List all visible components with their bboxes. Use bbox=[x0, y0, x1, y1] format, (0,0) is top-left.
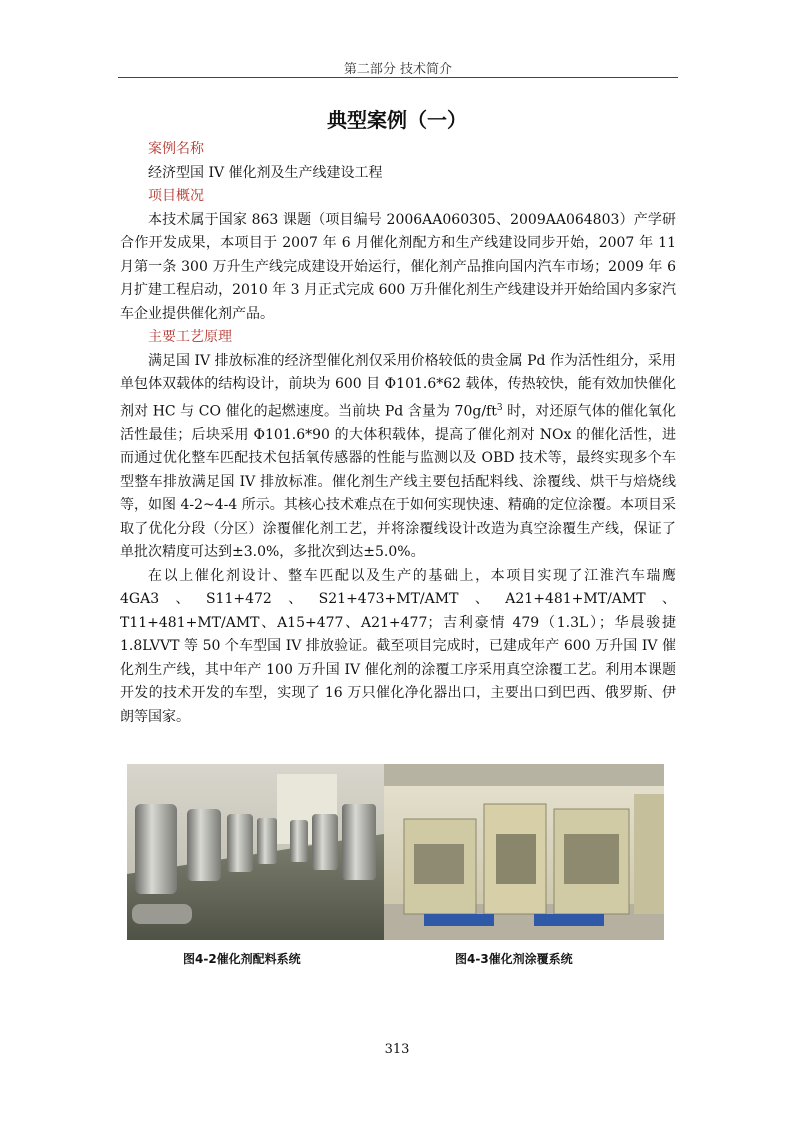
process-paragraph-1-part-a: 满足国 IV 排放标准的经济型催化剂仅采用价格较低的贵金属 Pd 作为活性组分，采用单包体双载体的结构设计，前块为 600 目 Φ101.6*62 载体，传热较快，能有效加快催化剂对 HC 与 CO 催化的起燃速度。当前块 Pd 含量为 70g/ft bbox=[120, 352, 676, 420]
figure-caption-4-2: 图4-2催化剂配料系统 bbox=[183, 952, 301, 966]
figure-caption-4-3: 图4-3催化剂涂覆系统 bbox=[455, 952, 573, 966]
header-rule bbox=[118, 77, 678, 78]
process-heading: 主要工艺原理 bbox=[148, 329, 232, 345]
coating-system-photo bbox=[384, 764, 664, 940]
case-name-value: 经济型国 IV 催化剂及生产线建设工程 bbox=[148, 164, 383, 181]
batching-system-photo bbox=[127, 764, 384, 940]
process-paragraph-1-part-b: 时，对还原气体的催化氧化活性最佳；后块采用 Φ101.6*90 的大体积载体，提高了催化剂对 NOx 的催化活性，进而通过优化整车匹配技术包括氧传感器的性能与监测以及 OBD 技术等，最终实现多个车型整车排放满足国 IV 排放标准。催化剂生产线主要包括配料线、涂覆线、烘干与焙烧线等，如图 4-2~4-4 所示。其核心技术难点在于如何实现快速、精确的定位涂覆。本项目采取了优化分段（分区）涂覆催化剂工艺，并将涂覆线设计改造为真空涂覆生产线，保证了单批次精度可达到±3.0%，多批次到达±5.0%。 bbox=[120, 403, 676, 561]
page-title: 典型案例（一） bbox=[327, 108, 467, 132]
overview-paragraph: 本技术属于国家 863 课题（项目编号 2006AA060305、2009AA064803）产学研合作开发成果，本项目于 2007 年 6 月催化剂配方和生产线建设同步开始，2007 年 11 月第一条 300 万升生产线完成建设开始运行，催化剂产品推向国内汽车市场；2009 年 6 月扩建工程启动，2010 年 3 月正式完成 600 万升催化剂生产线建设并开始给国内多家汽车企业提供催化剂产品。 bbox=[120, 211, 676, 322]
main-content bbox=[120, 138, 676, 729]
case-name-heading: 案例名称 bbox=[148, 141, 204, 157]
process-paragraph-1 bbox=[120, 350, 676, 565]
overview-heading: 项目概况 bbox=[148, 188, 204, 204]
superscript-3: 3 bbox=[496, 402, 503, 413]
process-paragraph-2: 在以上催化剂设计、整车匹配以及生产的基础上，本项目实现了江淮汽车瑞鹰 4GA3、S11+472、S21+473+MT/AMT、A21+481+MT/AMT、T11+481+MT/AMT、A15+477、A21+477；吉利豪情 479（1.3L）；华晨骏捷 1.8LVVT 等 50 个车型国 IV 排放验证。截至项目完成时，已建成年产 600 万升国 IV 催化剂生产线，其中年产 100 万升国 IV 催化剂的涂覆工序采用真空涂覆工艺。利用本课题开发的技术开发的车型，实现了 16 万只催化净化器出口，主要出口到巴西、俄罗斯、伊朗等国家。 bbox=[120, 567, 676, 725]
page-number: 313 bbox=[384, 1042, 410, 1057]
running-header: 第二部分 技术简介 bbox=[343, 62, 453, 77]
